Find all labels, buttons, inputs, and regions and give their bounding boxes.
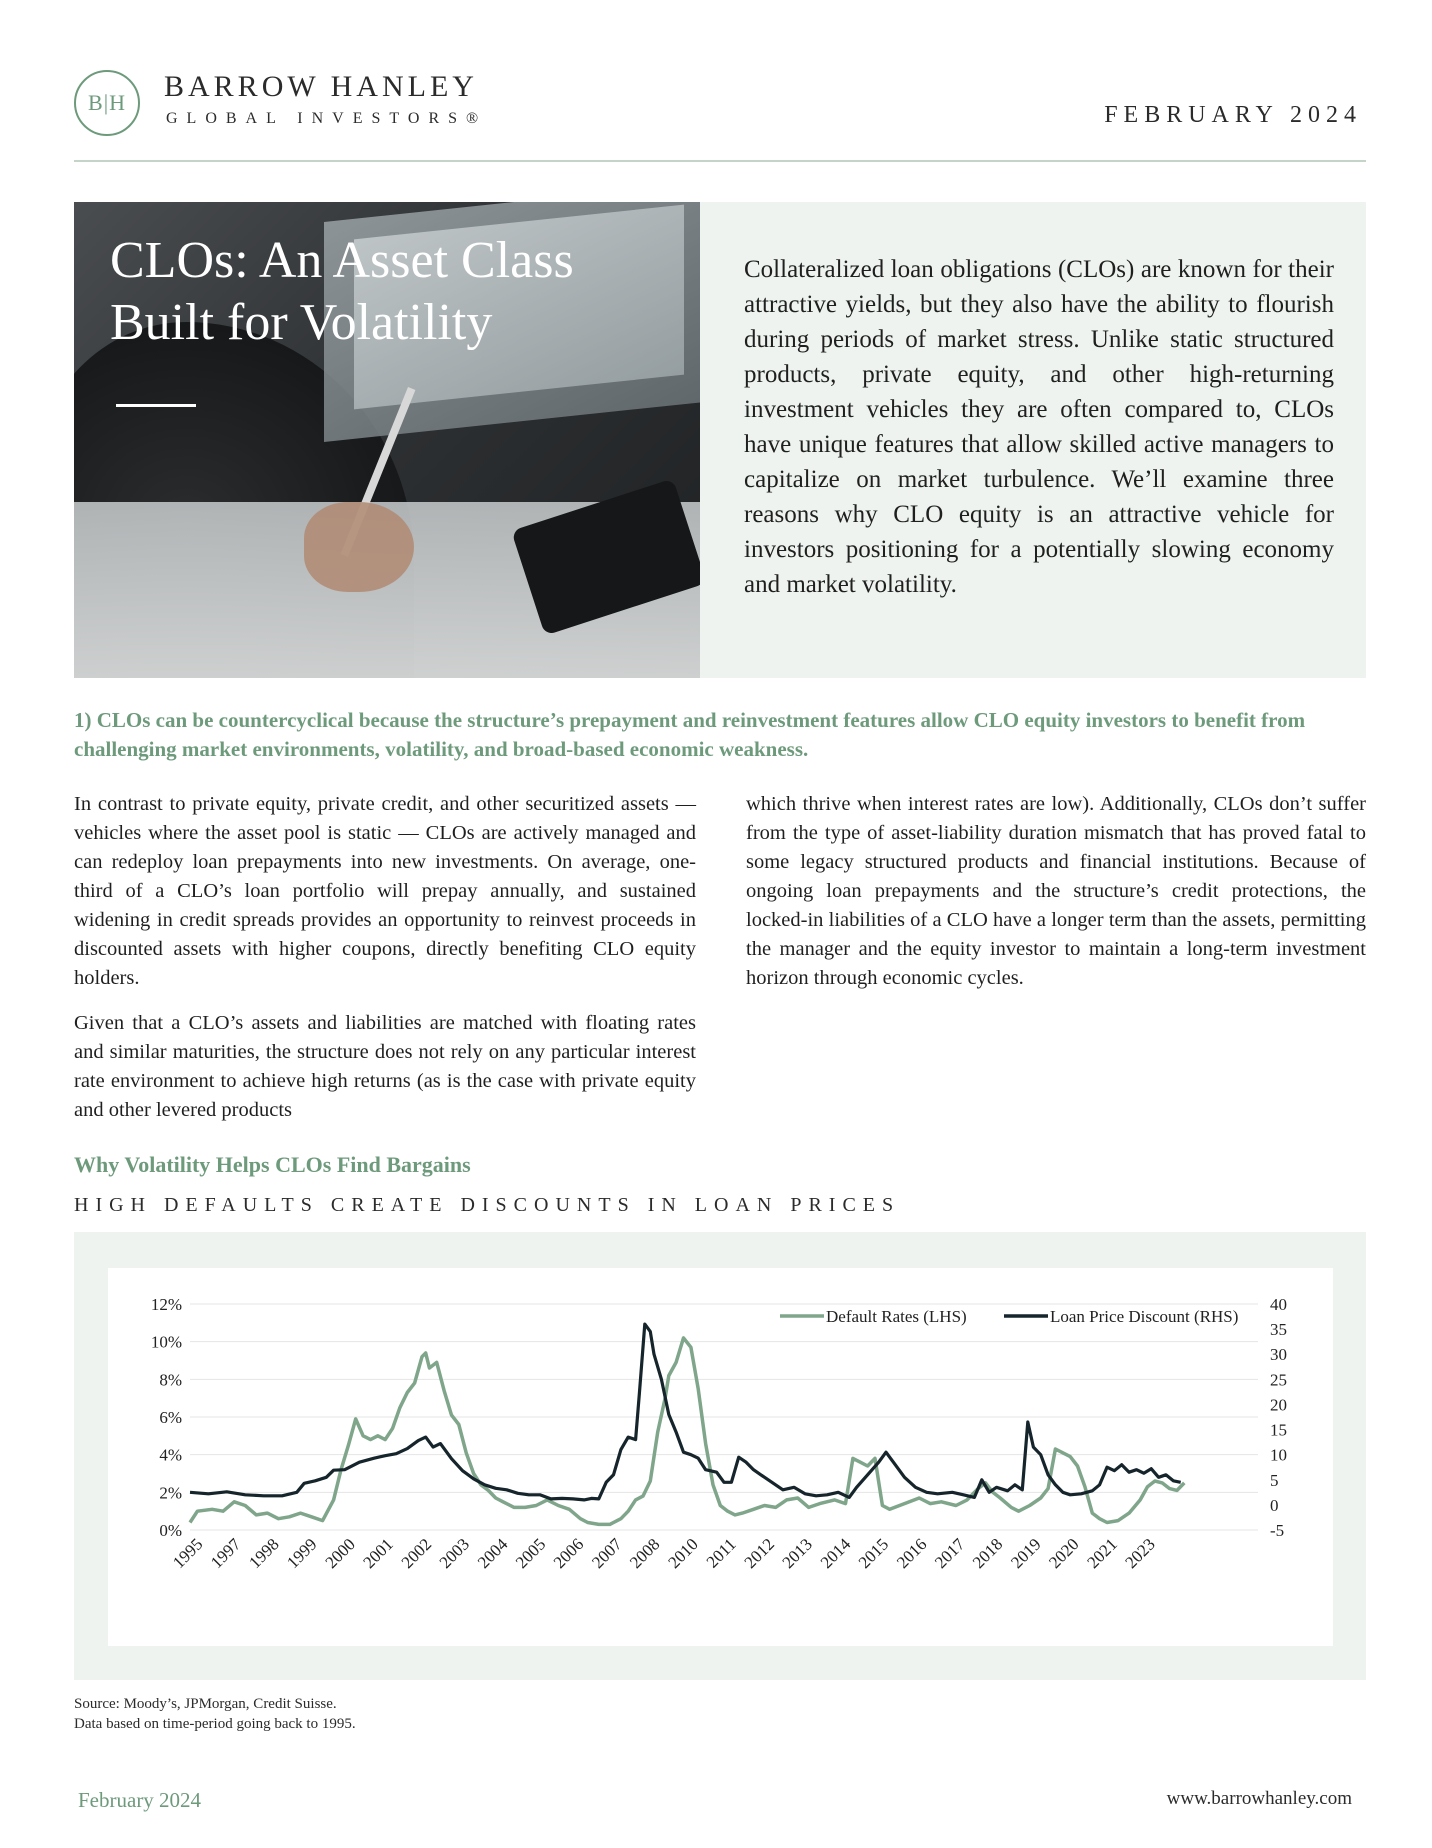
x-tick-label: 2006: [549, 1534, 588, 1573]
x-tick-label: 2011: [702, 1534, 740, 1572]
x-tick-label: 2001: [359, 1534, 397, 1573]
hero-title-line2: Built for Volatility: [110, 294, 493, 351]
x-tick-label: 2015: [854, 1534, 893, 1573]
line-chart: [108, 1268, 1333, 1646]
company-name: BARROW HANLEY: [164, 70, 478, 103]
y-left-tick-label: 0%: [159, 1521, 182, 1540]
x-tick-label: 2023: [1121, 1534, 1159, 1573]
x-tick-label: 2017: [930, 1534, 969, 1573]
y-right-tick-label: 20: [1270, 1395, 1287, 1415]
x-tick-label: 2003: [435, 1534, 474, 1573]
legend-label: Default Rates (LHS): [826, 1307, 967, 1326]
body-paragraph: In contrast to private equity, private credit, and other securitized assets — vehicles where the asset pool is static — CLOs are actively managed and can redeploy loan prepayments into new investments. On average, one-third of a CLO’s loan portfolio will prepay annually, and sustained widening in credit spreads provides an opportunity to reinvest proceeds in discounted assets with higher coupons, directly benefiting CLO equity holders.: [74, 793, 696, 989]
y-right-tick-label: 10: [1270, 1445, 1287, 1465]
footer-date: February 2024: [78, 1788, 202, 1812]
x-tick-label: 2018: [968, 1534, 1007, 1573]
company-logo-mark: B|H: [74, 70, 140, 136]
section-1-heading: 1) CLOs can be countercyclical because the structure’s prepayment and reinvestment features allow CLO equity investors to benefit from challenging market environments, volatility, and broad-based economic weakness.: [74, 708, 1306, 761]
x-tick-label: 1997: [206, 1534, 245, 1573]
y-left-tick-label: 6%: [159, 1408, 182, 1427]
body-paragraph: which thrive when interest rates are low). Additionally, CLOs don’t suffer from the type of asset-liability duration mismatch that has proved fatal to some legacy structured products and financial institutions. Because of ongoing loan prepayments and the structure’s credit protections, the locked-in liabilities of a CLO have a longer term than the assets, permitting the manager and the equity investor to maintain a long-term investment horizon through economic cycles.: [746, 793, 1366, 989]
x-tick-label: 2008: [626, 1534, 664, 1573]
source-line: Data based on time-period going back to 1995.: [74, 1716, 356, 1732]
company-subtitle: GLOBAL INVESTORS®: [166, 110, 488, 127]
page-header: [74, 66, 1366, 162]
source-line: Source: Moody’s, JPMorgan, Credit Suisse.: [74, 1696, 337, 1712]
chart-heading: Why Volatility Helps CLOs Find Bargains: [74, 1152, 471, 1177]
hero-title-line1: CLOs: An Asset Class: [110, 232, 574, 289]
body-column-right: [746, 790, 1366, 993]
x-tick-label: 2012: [740, 1534, 779, 1573]
x-tick-label: 2007: [588, 1534, 626, 1573]
body-paragraph: Given that a CLO’s assets and liabilities are matched with floating rates and similar maturities, the structure does not rely on any particular interest rate environment to achieve high returns (as is the case with private equity and other levered products: [74, 1012, 696, 1121]
body-column-left: [74, 790, 696, 1125]
x-tick-label: 1995: [169, 1534, 207, 1573]
y-right-tick-label: 15: [1270, 1420, 1287, 1440]
x-tick-label: 2014: [816, 1534, 855, 1573]
x-tick-label: 2016: [893, 1534, 931, 1573]
y-right-tick-label: 25: [1270, 1370, 1287, 1390]
x-tick-label: 2004: [473, 1534, 512, 1573]
y-right-tick-label: 0: [1270, 1495, 1279, 1515]
x-tick-label: 2000: [321, 1534, 359, 1573]
y-right-tick-label: 5: [1270, 1470, 1279, 1490]
x-tick-label: 2020: [1045, 1534, 1083, 1573]
y-left-tick-label: 4%: [159, 1445, 182, 1465]
header-date: FEBRUARY 2024: [1104, 102, 1362, 128]
y-left-tick-label: 2%: [159, 1483, 182, 1503]
y-left-tick-label: 12%: [150, 1295, 182, 1314]
y-left-tick-label: 10%: [150, 1332, 182, 1352]
y-right-tick-label: -5: [1270, 1521, 1285, 1540]
x-tick-label: 2005: [511, 1534, 550, 1573]
series-line-default-rates: [190, 1338, 1184, 1525]
footer-website-link[interactable]: www.barrowhanley.com: [1166, 1788, 1352, 1809]
y-left-tick-label: 8%: [159, 1370, 182, 1390]
intro-paragraph: Collateralized loan obligations (CLOs) are known for their attractive yields, but they also have the ability to flourish during periods of market stress. Unlike static structured products, private equity, and other high-returning investment vehicles they are often compared to, CLOs have unique features that allow skilled active managers to capitalize on market turbulence. We’ll examine three reasons why CLO equity is an attractive vehicle for investors positioning for a potentially slowing economy and market volatility.: [744, 256, 1334, 598]
header-divider: [74, 160, 1366, 162]
x-tick-label: 1999: [283, 1534, 321, 1573]
hero-title-rule: [116, 404, 196, 407]
x-tick-label: 2013: [778, 1534, 816, 1573]
x-tick-label: 2019: [1007, 1534, 1045, 1573]
x-tick-label: 2002: [397, 1534, 436, 1573]
hero-title: [110, 230, 670, 354]
chart-area: [108, 1268, 1333, 1646]
legend-label: Loan Price Discount (RHS): [1050, 1307, 1239, 1326]
chart-subheading: HIGH DEFAULTS CREATE DISCOUNTS IN LOAN PRICES: [74, 1194, 901, 1216]
x-tick-label: 2021: [1083, 1534, 1121, 1573]
chart-source: [74, 1694, 356, 1734]
y-right-tick-label: 35: [1270, 1320, 1287, 1340]
y-right-tick-label: 40: [1270, 1295, 1287, 1314]
y-right-tick-label: 30: [1270, 1345, 1287, 1365]
x-tick-label: 1998: [245, 1534, 283, 1573]
x-tick-label: 2010: [664, 1534, 702, 1573]
